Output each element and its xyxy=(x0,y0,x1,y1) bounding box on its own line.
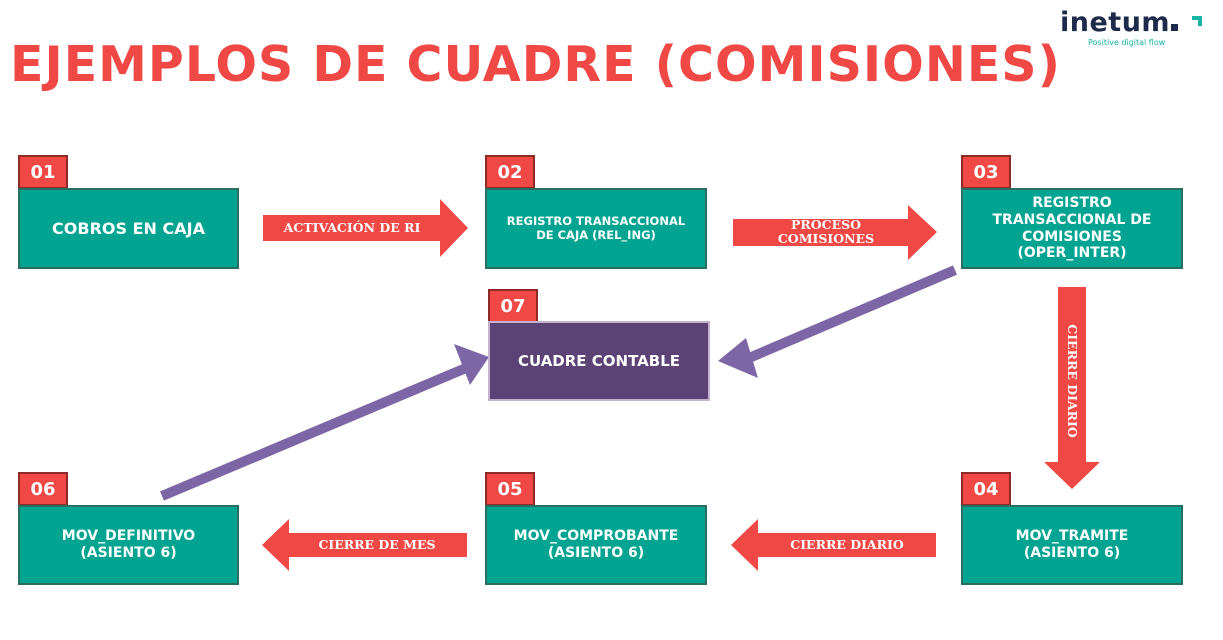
step-number-07: 07 xyxy=(488,289,538,323)
step-box-mov-definitivo: MOV_DEFINITIVO (ASIENTO 6) xyxy=(18,505,239,585)
arrow-label-proceso-comisiones: PROCESO COMISIONES xyxy=(777,217,875,246)
step-number-05: 05 xyxy=(485,472,535,506)
arrowhead-to-cuadre-from-06 xyxy=(454,344,489,385)
step-number-01: 01 xyxy=(18,155,68,189)
arrow-label-cierre-de-mes: CIERRE DE MES xyxy=(318,537,436,552)
step-number-03: 03 xyxy=(961,155,1011,189)
arrow-label-cierre-diario-vertical: CIERRE DIARIO xyxy=(1065,324,1080,438)
step-box-mov-tramite: MOV_TRAMITE (ASIENTO 6) xyxy=(961,505,1183,585)
step-number-04: 04 xyxy=(961,472,1011,506)
step-box-registro-comisiones: REGISTRO TRANSACCIONAL DE COMISIONES (OPER_INTER) xyxy=(961,188,1183,269)
step-box-registro-caja: REGISTRO TRANSACCIONAL DE CAJA (REL_ING) xyxy=(485,188,707,269)
step-box-cuadre-contable: CUADRE CONTABLE xyxy=(488,321,710,401)
arrow-to-cuadre-from-06 xyxy=(162,368,466,496)
logo-wordmark: inetum xyxy=(1060,8,1210,38)
step-box-cobros-en-caja: COBROS EN CAJA xyxy=(18,188,239,269)
step-number-02: 02 xyxy=(485,155,535,189)
arrow-label-activacion-ri: ACTIVACIÓN DE RI xyxy=(283,220,421,235)
arrow-to-cuadre-from-03 xyxy=(742,270,955,361)
page-title: EJEMPLOS DE CUADRE (COMISIONES) xyxy=(10,36,1061,93)
step-box-mov-comprobante: MOV_COMPROBANTE (ASIENTO 6) xyxy=(485,505,707,585)
arrowhead-to-cuadre-from-03 xyxy=(718,338,758,378)
arrow-label-cierre-diario: CIERRE DIARIO xyxy=(790,537,904,552)
logo-tagline: Positive digital flow xyxy=(1088,38,1166,47)
step-number-06: 06 xyxy=(18,472,68,506)
